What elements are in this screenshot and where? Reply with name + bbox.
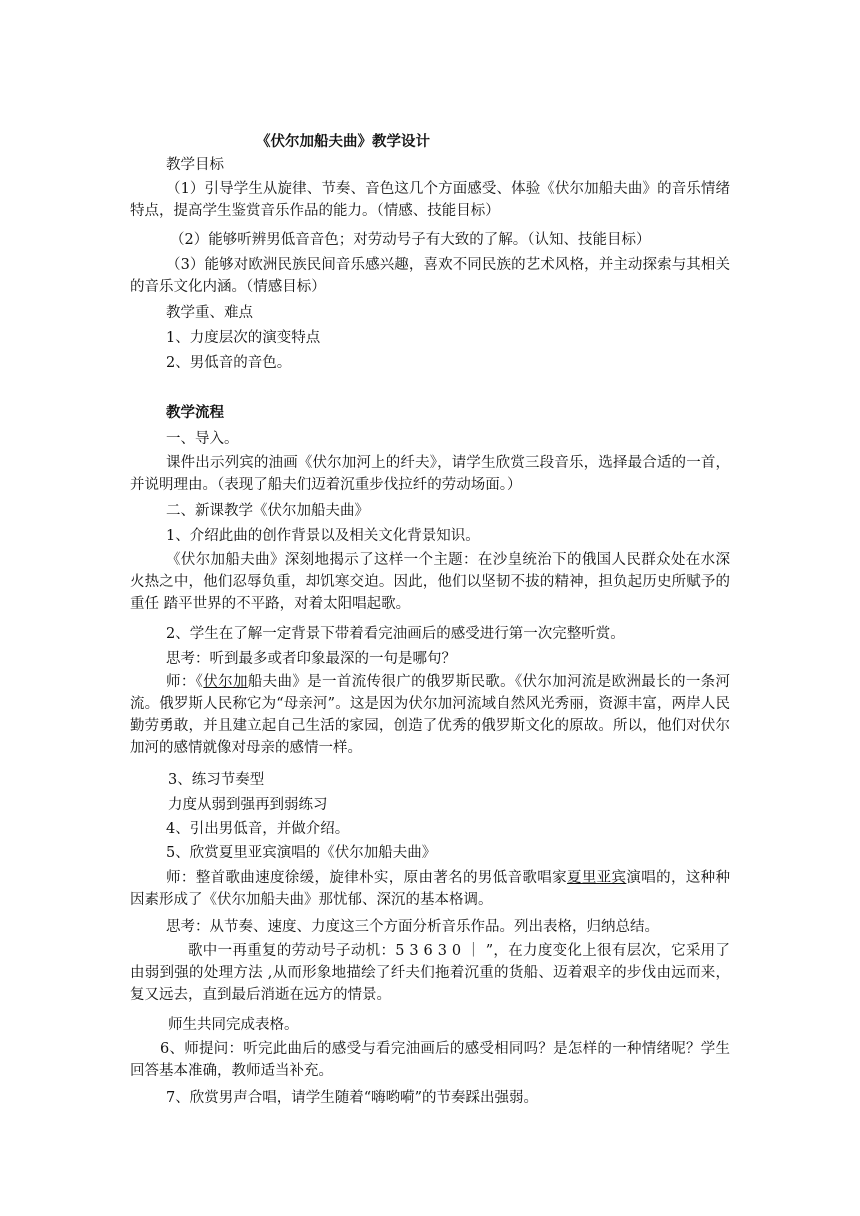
section-1-text: 课件出示列宾的油画《伏尔加河上的纤夫》，请学生欣赏三段音乐，选择最合适的一首，并说明理由。（表现了船夫们迈着沉重步伐拉纤的劳动场面。） [130,455,730,493]
teacher-remark-1: 师：《伏尔加船夫曲》是一首流传很广的俄罗斯民歌。《伏尔加河流是欧洲最长的一条河流。俄罗斯人民称它为“母亲河”。这是因为伏尔加河流域自然风光秀丽，资源丰富，两岸人民勤劳勇敢，并且建立起自己生活的家园，创造了优秀的俄罗斯文化的原故。所以，他们对伏尔加河的感情就像对母亲的感情一样。 [130,674,731,756]
think-question-2: 思考：从节奏、速度、力度这三个方面分析音乐作品。列出表格，归纳总结。 [166,919,659,935]
document-title: 《伏尔加船夫曲》教学设计 [256,133,430,150]
section-2-heading: 二、新课教学《伏尔加船夫曲》 [166,503,369,519]
goal-1: （1）引导学生从旋律、节奏、音色这几个方面感受、体验《伏尔加船夫曲》的音乐情绪特点，提高学生鉴赏音乐作品的能力。（情感、技能目标） [130,181,730,219]
motif-text: 歌中一再重复的劳动号子动机：5 3 6 3 0 ｜ ”，在力度变化上很有层次，它采用了由弱到强的处理方法 ,从而形象地描绘了纤夫们拖着沉重的货船、迈着艰辛的步伐由远而来，复又远去，直到最后消逝在远方的情景。 [130,943,730,1003]
goal-2: （2）能够听辨男低音音色；对劳动号子有大致的了解。（认知、技能目标） [170,232,651,248]
step-2-7: 7、欣赏男声合唱，请学生随着“嗨哟嗬”的节奏踩出强弱。 [166,1090,539,1106]
teacher-remark-2: 师：整首歌曲速度徐缓，旋律朴实，原由著名的男低音歌唱家夏里亚宾演唱的，这种种因素形成了《伏尔加船夫曲》那忧郁、深沉的基本格调。 [130,870,730,908]
step-2-1: 1、介绍此曲的创作背景以及相关文化背景知识。 [166,528,480,544]
goals-heading: 教学目标 [166,157,224,173]
step-2-2: 2、学生在了解一定背景下带着看完油画后的感受进行第一次完整听赏。 [166,626,625,642]
underlined-term: 伏尔加 [203,674,248,690]
step-2-5: 5、欣赏夏里亚宾演唱的《伏尔加船夫曲》 [166,845,437,861]
step-2-3-text: 力度从弱到强再到弱练习 [168,797,328,813]
key-point-2: 2、男低音的音色。 [166,355,292,371]
think-question-1: 思考：听到最多或者印象最深的一句是哪句？ [166,651,456,667]
section-1-heading: 一、导入。 [166,431,239,447]
goal-3: （3）能够对欧洲民族民间音乐感兴趣，喜欢不同民族的艺术风格，并主动探索与其相关的音乐文化内涵。（情感目标） [130,257,730,295]
key-point-1: 1、力度层次的演变特点 [166,330,321,346]
underlined-singer: 夏里亚宾 [566,870,627,886]
flow-heading: 教学流程 [166,404,224,421]
together-note: 师生共同完成表格。 [168,1017,299,1033]
key-heading: 教学重、难点 [166,305,253,321]
step-2-1-text: 《伏尔加船夫曲》深刻地揭示了这样一个主题：在沙皇统治下的俄国人民群众处在水深火热之中，他们忍辱负重，却饥寒交迫。因此，他们以坚韧不拔的精神，担负起历史所赋予的重任 踏平世界的不平路，对着太阳唱起歌。 [130,552,730,612]
step-2-6: 6、师提问：听完此曲后的感受与看完油画后的感受相同吗？是怎样的一种情绪呢？学生回答基本准确，教师适当补充。 [130,1041,730,1079]
step-2-4: 4、引出男低音，并做介绍。 [166,821,350,837]
step-2-3: 3、练习节奏型 [168,772,265,788]
